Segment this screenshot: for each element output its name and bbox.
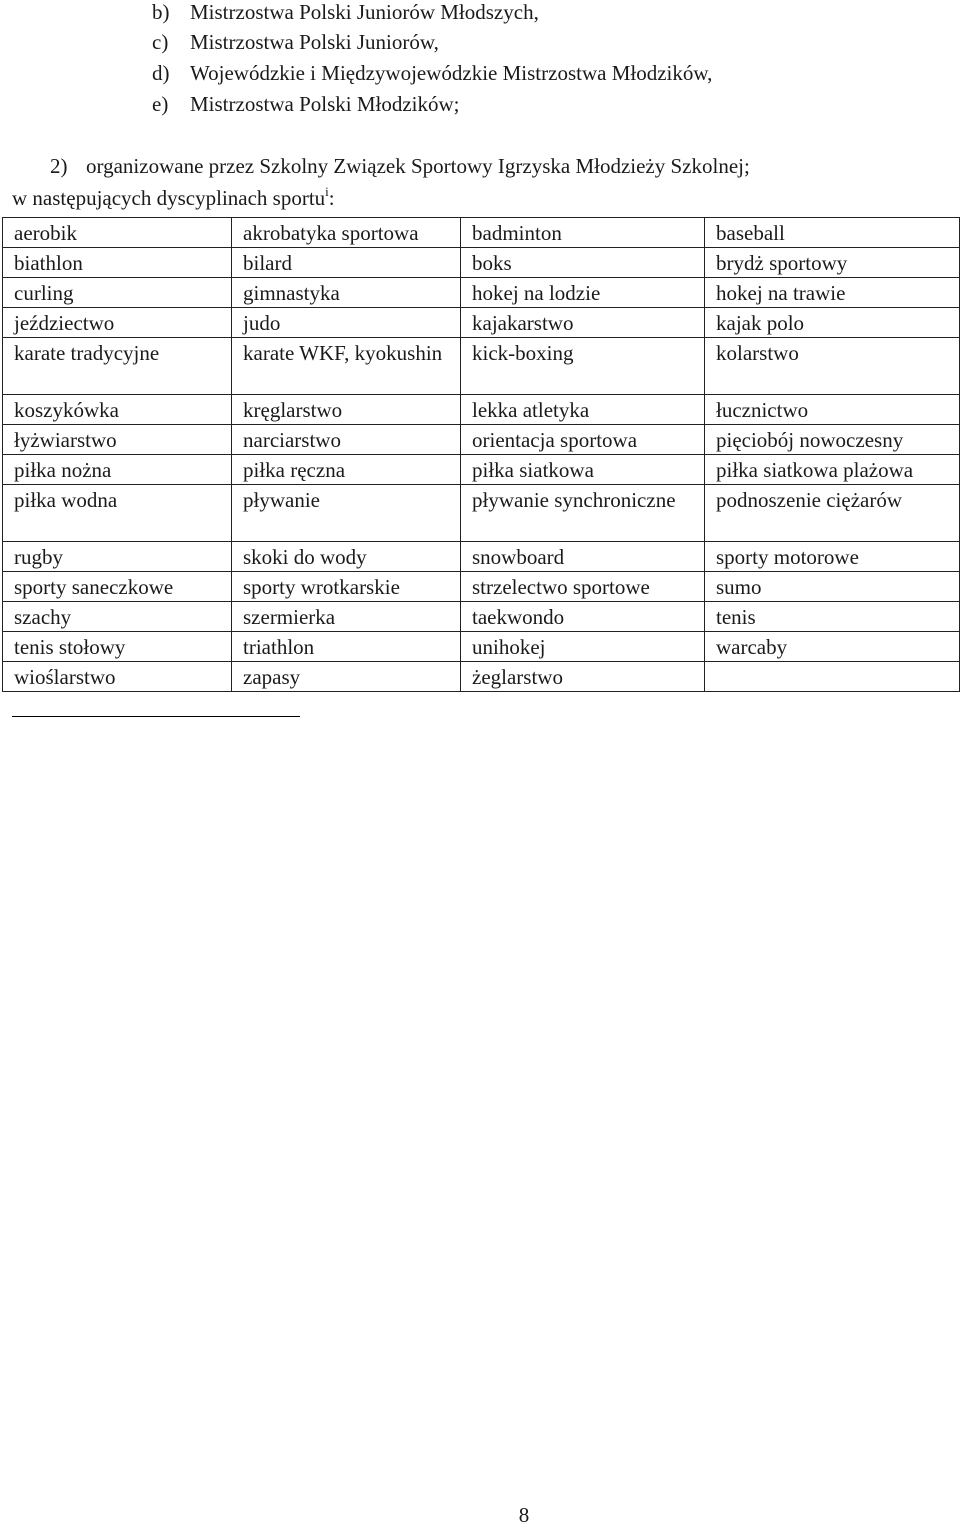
table-cell: szachy [3,602,232,632]
table-cell: hokej na lodzie [461,278,705,308]
table-cell: zapasy [232,662,461,692]
table-cell: taekwondo [461,602,705,632]
table-cell: koszykówka [3,395,232,425]
table-cell: sporty wrotkarskie [232,572,461,602]
table-cell: tenis [705,602,960,632]
paragraph-line-2-end: : [328,186,335,210]
table-cell: gimnastyka [232,278,461,308]
table-cell: skoki do wody [232,542,461,572]
table-cell: kajakarstwo [461,308,705,338]
table-cell: pływanie synchroniczne [461,485,705,542]
table-cell: orientacja sportowa [461,425,705,455]
table-cell: piłka siatkowa [461,455,705,485]
table-cell: szermierka [232,602,461,632]
table-cell: triathlon [232,632,461,662]
table-cell: pływanie [232,485,461,542]
list-item-b [152,0,539,24]
table-cell: piłka siatkowa plażowa [705,455,960,485]
list-item-c [152,30,439,54]
table-cell: warcaby [705,632,960,662]
table-cell: kajak polo [705,308,960,338]
paragraph-line-2 [12,186,335,210]
table-cell: baseball [705,218,960,248]
table-cell: kręglarstwo [232,395,461,425]
table-row [3,308,960,338]
sports-table [2,217,960,692]
table-cell: bilard [232,248,461,278]
table-cell: sumo [705,572,960,602]
list-marker: c) [152,30,169,54]
table-row [3,395,960,425]
paragraph-number: 2) [50,154,68,178]
table-cell: unihokej [461,632,705,662]
table-cell: sporty saneczkowe [3,572,232,602]
list-marker: e) [152,92,169,116]
table-cell: akrobatyka sportowa [232,218,461,248]
table-row [3,602,960,632]
table-cell [705,662,960,692]
table-row [3,278,960,308]
table-cell: strzelectwo sportowe [461,572,705,602]
table-row [3,572,960,602]
table-row [3,542,960,572]
table-cell: żeglarstwo [461,662,705,692]
table-cell: hokej na trawie [705,278,960,308]
table-cell: karate WKF, kyokushin [232,338,461,395]
table-cell: curling [3,278,232,308]
table-cell: karate tradycyjne [3,338,232,395]
table-cell: lekka atletyka [461,395,705,425]
table-cell: boks [461,248,705,278]
table-cell: piłka ręczna [232,455,461,485]
table-cell: kick-boxing [461,338,705,395]
list-marker: d) [152,61,170,85]
table-row [3,338,960,395]
table-row [3,248,960,278]
list-item-text: Mistrzostwa Polski Juniorów, [190,30,439,54]
list-item-text: Wojewódzkie i Międzywojewódzkie Mistrzostwa Młodzików, [190,61,713,85]
table-cell: piłka nożna [3,455,232,485]
table-row [3,632,960,662]
table-cell: narciarstwo [232,425,461,455]
sports-table-body [3,218,960,692]
footnote-reference[interactable]: i [325,184,329,199]
table-cell: badminton [461,218,705,248]
table-row [3,425,960,455]
table-cell: pięciobój nowoczesny [705,425,960,455]
paragraph-line-1 [50,154,750,178]
table-cell: sporty motorowe [705,542,960,572]
table-row [3,662,960,692]
table-cell: tenis stołowy [3,632,232,662]
table-cell: jeździectwo [3,308,232,338]
list-item-text: Mistrzostwa Polski Juniorów Młodszych, [190,0,539,24]
table-row [3,455,960,485]
table-cell: aerobik [3,218,232,248]
table-cell: podnoszenie ciężarów [705,485,960,542]
table-cell: wioślarstwo [3,662,232,692]
table-cell: biathlon [3,248,232,278]
table-cell: rugby [3,542,232,572]
table-cell: snowboard [461,542,705,572]
list-item-d [152,61,712,85]
list-marker: b) [152,0,170,24]
table-cell: łyżwiarstwo [3,425,232,455]
paragraph-text: organizowane przez Szkolny Związek Sportowy Igrzyska Młodzieży Szkolnej; [86,154,750,178]
table-cell: brydż sportowy [705,248,960,278]
table-cell: kolarstwo [705,338,960,395]
table-cell: judo [232,308,461,338]
page-number: 8 [518,1503,530,1527]
table-row [3,485,960,542]
list-item-text: Mistrzostwa Polski Młodzików; [190,92,460,116]
table-row [3,218,960,248]
footnote-separator [12,716,300,717]
list-item-e [152,92,460,116]
table-cell: łucznictwo [705,395,960,425]
table-cell: piłka wodna [3,485,232,542]
paragraph-line-2-text: w następujących dyscyplinach sportu [12,186,326,210]
